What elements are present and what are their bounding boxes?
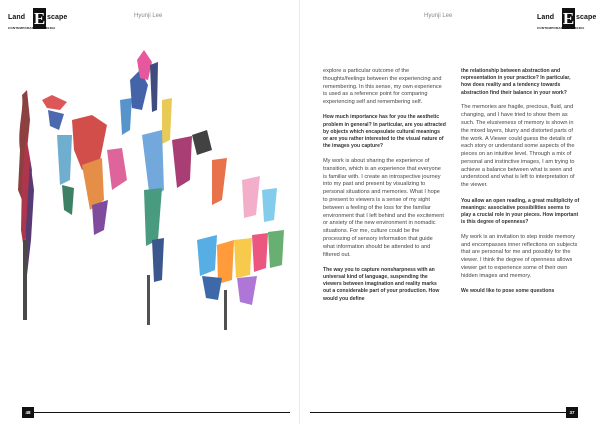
- brand-letter-block: E: [33, 9, 46, 28]
- brand-word-right: scape: [47, 14, 68, 21]
- interview-question: The way you to capture nonsharpness with an universal kind of language, suspending the viewers between imagination and reality marks out a considerable part of your production. How would you define: [323, 266, 440, 302]
- author-name: Hyunji Lee: [134, 13, 163, 19]
- text-column-two: [461, 68, 581, 303]
- interview-question: How much importance has for you the aesthetic problem in general? In particular, are you attracted by objects which encapsulate cultural meanings or are you rather interested to the visual nature of the images you capture?: [323, 114, 446, 150]
- brand-word-left: Land: [8, 14, 26, 21]
- abstract-watercolor-painting: [12, 40, 292, 330]
- interview-question: the relationship between abstraction and representation in your practice? In particular, how does reality and a tendency towards abstraction find their balance in your work?: [461, 68, 571, 96]
- paragraph: The memories are fragile, precious, fluid, and changing, and I have tried to show them as such. The elusiveness of memory is shown in the mixed layers, blurry and distorted parts of the work. A Viewer could guess the details of each story or understand some aspects of the pieces on an intuitive level. Through a mix of personal and instinctive images, I am trying to achieve a balance between what is seen and understood and what is left to interpretation of the viewer.: [461, 104, 575, 189]
- right-page: [300, 0, 600, 424]
- paragraph: explore a particular outcome of the thoughts/feelings between the experiencing and remembering. In this sense, my own experience is used as a reference point for comparing experiencing self and remembering self.: [323, 68, 442, 106]
- interview-question: We would like to pose some questions: [461, 288, 555, 295]
- brand-word-left: Land: [537, 14, 555, 21]
- brand-tagline: CONTEMPORARY ART MEDIA: [8, 26, 56, 30]
- paragraph: My work is about sharing the experience of transition, which is an experience that everyone is familiar with. I create an introspective journey into my past and present by visualizing to personal situations and memories. What I hope to present to viewers is a sense of my sight between a feeling of the loss for the familiar environment that I left behind and the excitement or anxiety of the new environment in nomadic situations. For me, culture could be the processing of sensory information that guide what information should be attended to and filtered out.: [323, 158, 444, 258]
- brand-word-right: scape: [576, 14, 597, 21]
- text-column-one: [323, 68, 446, 310]
- interview-question: You allow an open reading, a great multiplicity of meanings: associative possibilities seems to play a crucial role in your pieces. How important is this degree of openness?: [461, 197, 580, 226]
- footer-rule: [310, 412, 578, 413]
- brand-letter-block: E: [562, 9, 575, 28]
- author-name-right: Hyunji Lee: [424, 13, 453, 19]
- page-number-right: 37: [566, 407, 578, 418]
- page-number-left: 48: [22, 407, 34, 418]
- brand-tagline: CONTEMPORARY ART MEDIA: [537, 26, 585, 30]
- paragraph: My work is an invitation to step inside memory and encompasses inner reflections on subjects that are personal for me and possibly for the viewer. I think the degree of openness allows viewer get to experience some of their own hidden images and memory.: [461, 233, 578, 279]
- footer-rule: [22, 412, 290, 413]
